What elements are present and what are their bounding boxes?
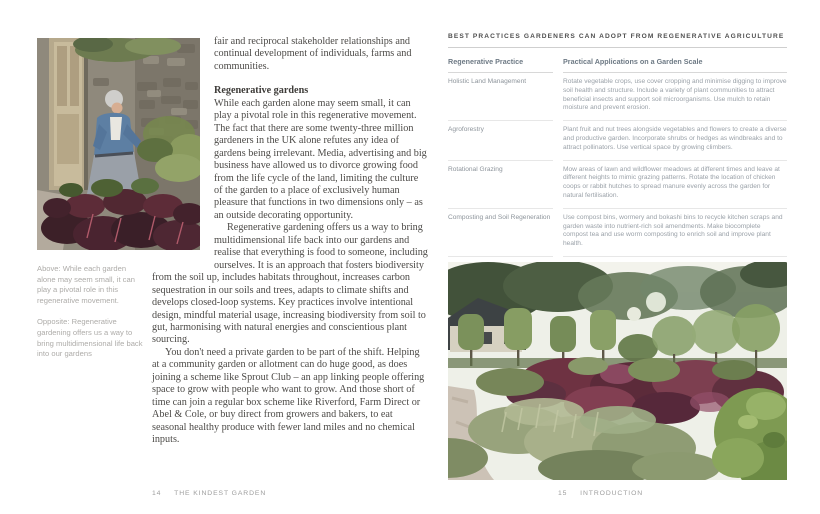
left-page-number: 14 — [152, 490, 162, 497]
table-row-practice: Rotational Grazing — [448, 161, 553, 209]
table-row-application: Rotate vegetable crops, use cover cropping and minimise digging to improve soil health and structure. Include a variety of plant communities to attract beneficial insects and support soil microorganisms. Use mulch to retain moisture and prevent erosion. — [563, 73, 787, 121]
section-heading: Regenerative gardens — [214, 85, 309, 97]
caption-opposite: Opposite: Regenerative gardening offers us a way to bring multidimensional life back into our gardens — [37, 317, 143, 359]
body-paragraph-2: While each garden alone may seem small, it can play a pivotal role in this regenerative movement. The fact that there are some twenty-three million gardeners in the UK alone refutes any idea of gardens being irrelevant. Media, advertising and big business have allowed us to divorce growing food from the life cycle of the land, limiting the culture of the garden to a place of exclusively human pleasure that functions in two dimensions only – as an outside decorating opportunity. — [214, 97, 427, 221]
table-row-practice: Composting and Soil Regeneration — [448, 209, 553, 257]
table-row-practice: Agroforestry — [448, 121, 553, 160]
table-row-application: Use compost bins, wormery and bokashi bins to recycle kitchen scraps and garden waste into nutrient-rich soil amendments. Make biocomplete compost tea and use worm composting to enrich soil and improve plant health. — [563, 209, 787, 257]
table-row-application: Mow areas of lawn and wildflower meadows at different times and leave at different heights to mimic grazing patterns. Rotate the location of chicken coops or rabbit hutches to spread manure evenly across the garden for natural fertilisation. — [563, 161, 787, 209]
wooden-door — [49, 38, 88, 190]
column-header-applications: Practical Applications on a Garden Scale — [563, 48, 787, 73]
caption-above: Above: While each garden alone may seem small, it can play a pivotal role in this regenerative movement. — [37, 264, 135, 305]
photo-captions — [37, 264, 145, 360]
body-paragraph-3: Regenerative gardening offers us a way to bring multidimensional life back into our gardens and realise that everything is food to someone, including ourselves. It is an approach that fosters biodiversity from the soil up, includes habitats throughout, increases carbon sequestration in our soils and trees, adapts to climate shifts and develops closed-loop systems. Key practices involve intentional design, mindful material usage, increasing biodiversity from soil to gut, harmonising with natural energies and conscientious plant sourcing. — [152, 222, 428, 346]
left-running-head: THE KINDEST GARDEN — [174, 490, 267, 497]
garden-border-photo-illustration — [448, 262, 787, 480]
table-row-application: Plant fruit and nut trees alongside vegetables and flowers to create a diverse and productive garden. Incorporate shrubs or hedges as windbreaks and to attract pollinators. Use vertical space by growing climbers. — [563, 121, 787, 160]
body-paragraph-4: You don't need a private garden to be part of the shift. Helping at a community garden or allotment can do huge good, as does joining a scheme like Sprout Club – an app linking people offering space to grow with people who want to grow. And those short of time can join a regular box scheme like Riverford, Farm Direct or Abel & Cole, or buy direct from growers and bakers, to eat seasonal healthy produce with fewer land miles and no chemical inputs. — [152, 346, 425, 446]
table-row-practice: Holistic Land Management — [448, 73, 553, 121]
garden-border-photo — [448, 262, 787, 480]
photo-text-wrap-spacer — [152, 36, 214, 262]
column-header-practice: Regenerative Practice — [448, 48, 553, 73]
right-running-head: INTRODUCTION — [580, 490, 644, 497]
right-page-number: 15 — [558, 490, 568, 497]
left-page-body-text — [152, 36, 428, 447]
table-title: BEST PRACTICES GARDENERS CAN ADOPT FROM REGENERATIVE AGRICULTURE — [448, 33, 787, 48]
left-page-footer — [152, 490, 266, 497]
right-page-footer — [558, 490, 643, 497]
body-paragraph-1: fair and reciprocal stakeholder relationships and continual development of individuals, farms and communities. — [214, 36, 412, 72]
